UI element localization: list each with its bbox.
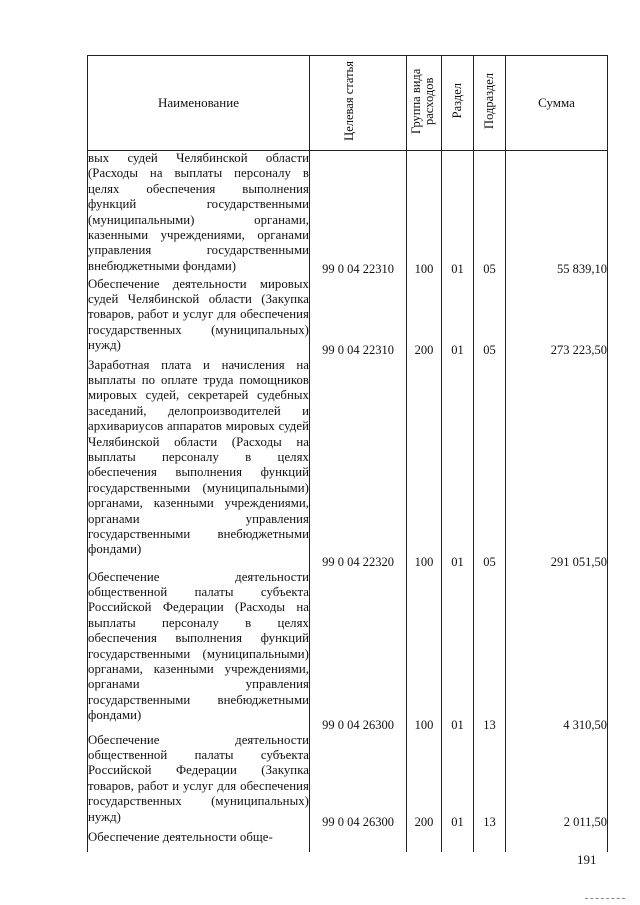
row-group: 100 [407, 570, 442, 733]
row-section: 01 [442, 570, 474, 733]
row-sum: 55 839,10 [506, 151, 608, 277]
row-section: 01 [442, 358, 474, 570]
header-section: Раздел [442, 56, 474, 151]
row-target: 99 0 04 26300 [310, 733, 407, 830]
row-sum: 291 051,50 [506, 358, 608, 570]
row-subsection: 13 [474, 733, 506, 830]
row-sum: 273 223,50 [506, 277, 608, 358]
row-group: 200 [407, 277, 442, 358]
row-name: Заработная плата и начисления на выплаты по оплате труда помощников мировых судей, секретарей судебных заседаний, делопроизводителей и архивариусов аппаратов мировых судей Челябинской области (Расходы на выплаты персоналу в целях обеспечения выполнения функций государственными (муниципальными) органами, казенными учреждениями, органами управления государственными внебюджетными фондами) [88, 358, 310, 570]
row-group: 100 [407, 358, 442, 570]
table-row [88, 151, 608, 277]
budget-table [87, 55, 608, 852]
table-header-row [88, 56, 608, 151]
header-name: Наименование [88, 56, 310, 151]
row-target: 99 0 04 26300 [310, 570, 407, 733]
row-target: 99 0 04 22320 [310, 358, 407, 570]
row-target [310, 830, 407, 852]
row-sum [506, 830, 608, 852]
row-subsection: 05 [474, 358, 506, 570]
row-name: вых судей Челябинской области (Расходы на выплаты персоналу в целях обеспечения выполнения функций государственными (муниципальными) органами, казенными учреждениями, органами управления государственными внебюджетными фондами) [88, 151, 310, 277]
header-subsection: Подраздел [474, 56, 506, 151]
row-section [442, 830, 474, 852]
row-section: 01 [442, 733, 474, 830]
page-number: 191 [577, 852, 597, 867]
row-sum: 4 310,50 [506, 570, 608, 733]
header-sum: Сумма [506, 56, 608, 151]
row-subsection: 05 [474, 277, 506, 358]
row-subsection: 13 [474, 570, 506, 733]
row-section: 01 [442, 277, 474, 358]
row-name: Обеспечение деятельности общественной палаты субъекта Российской Федерации (Закупка товаров, работ и услуг для обеспечения государственных (муниципальных) нужд) [88, 733, 310, 830]
row-section: 01 [442, 151, 474, 277]
row-target: 99 0 04 22310 [310, 277, 407, 358]
header-group: Группа вида расходов [407, 56, 442, 151]
row-subsection [474, 830, 506, 852]
row-group [407, 830, 442, 852]
row-name: Обеспечение деятельности общественной палаты субъекта Российской Федерации (Расходы на выплаты персоналу в целях обеспечения выполнения функций государственными (муниципальными) органами, казенными учреждениями, органами управления государственными внебюджетными фондами) [88, 570, 310, 733]
table-row [88, 570, 608, 733]
row-target: 99 0 04 22310 [310, 151, 407, 277]
row-group: 100 [407, 151, 442, 277]
table-row [88, 358, 608, 570]
row-name: Обеспечение деятельности обще- [88, 830, 310, 852]
scan-artifact [585, 898, 625, 901]
header-target: Целевая статья [310, 56, 407, 151]
row-subsection: 05 [474, 151, 506, 277]
row-group: 200 [407, 733, 442, 830]
table-row [88, 277, 608, 358]
table-row [88, 830, 608, 852]
row-name: Обеспечение деятельности мировых судей Челябинской области (Закупка товаров, работ и услуг для обеспечения государственных (муниципальных) нужд) [88, 277, 310, 358]
row-sum: 2 011,50 [506, 733, 608, 830]
table-row [88, 733, 608, 830]
